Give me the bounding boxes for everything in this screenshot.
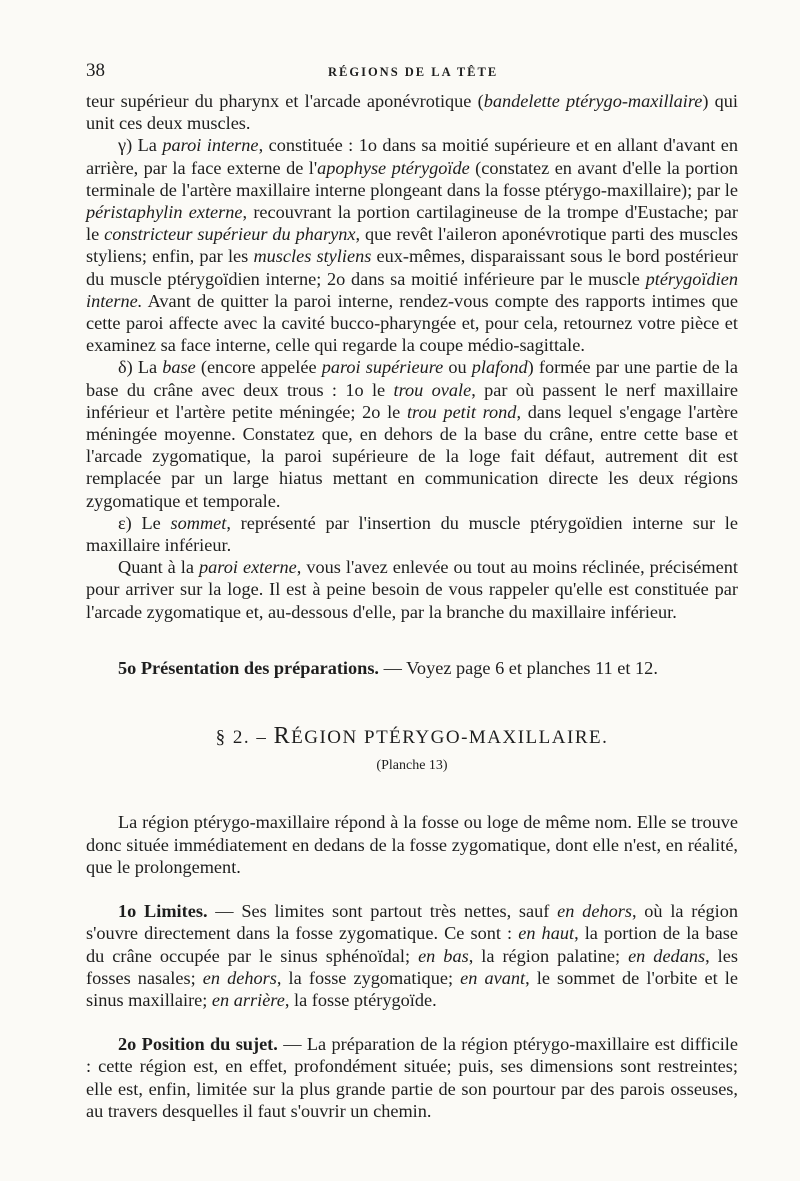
bold-heading: 5o Présentation des préparations.: [118, 657, 379, 678]
text-run: , la fosse zygomatique;: [276, 967, 461, 988]
italic-term: péristaphylin externe: [86, 202, 243, 223]
text-run: , représenté par l'insertion du muscle ptérygoïdien interne sur le maxillaire inférieur.: [86, 512, 738, 556]
text-run: — Voyez page 6 et planches 11 et 12.: [379, 657, 658, 678]
italic-term: trou petit rond: [406, 401, 517, 422]
paragraph-continuation: [86, 90, 738, 134]
text-run: , le sommet de l'orbite et le sinus maxillaire;: [86, 967, 738, 1010]
text-run: ou: [443, 357, 472, 378]
italic-term: en dehors: [557, 901, 632, 922]
italic-term: muscles styliens: [253, 246, 372, 267]
text-run: teur supérieur du pharynx et l'arcade aponévrotique (: [86, 91, 484, 111]
text-run: , la région palatine;: [468, 945, 629, 966]
text-run: eux-mêmes, disparaissant sous le bord postérieur du muscle ptérygoïdien interne; 2o dans sa moitié inférieure par le muscle: [86, 246, 738, 289]
paragraph-paroi-externe: [86, 556, 738, 623]
section-heading: [86, 725, 738, 749]
text-run: , recouvrant la portion cartilagineuse de la trompe d'Eustache; par le: [86, 202, 738, 245]
section-title-initial: R: [273, 723, 292, 750]
paragraph-presentation: [86, 657, 738, 679]
text-run: , les fosses nasales;: [86, 945, 738, 988]
text-run: (encore appelée: [195, 357, 322, 378]
paragraph-intro: [86, 811, 738, 878]
page-header: [86, 60, 738, 90]
page-number: 38: [86, 60, 105, 81]
text-run: , constituée : 1o dans sa moitié supérieure et en allant d'avant en arrière, par la face externe de l': [86, 135, 739, 178]
text-run: , où la région s'ouvre directement dans la fosse zygomatique. Ce sont :: [86, 901, 738, 944]
italic-term: plafond: [471, 357, 528, 378]
italic-term: base: [162, 357, 196, 378]
italic-term: sommet: [170, 512, 227, 533]
italic-term: en haut: [518, 923, 575, 944]
italic-term: en arrière: [211, 989, 285, 1010]
text-run: Quant à la: [118, 557, 200, 578]
italic-term: paroi supérieure: [321, 357, 444, 378]
italic-term: en dehors: [202, 967, 277, 988]
text-run: δ) La: [118, 357, 163, 378]
bold-heading: 1o Limites.: [118, 901, 208, 922]
italic-term: en dedans: [628, 945, 706, 966]
bold-heading: 2o Position du sujet.: [118, 1034, 278, 1055]
text-run: — La préparation de la région ptérygo-maxillaire est difficile : cette région est, en effet, profondément située; puis, ses dimensions sont restreintes; elle est, enfin, limitée sur la plus grande partie de son pourtour par des parois osseuses, au travers desquelles il faut s'ouvrir un chemin.: [86, 1034, 738, 1121]
text-run: , vous l'avez enlevée ou tout au moins réclinée, précisément pour arriver sur la loge. Il est à peine besoin de vous rappeler qu'elle est constituée par l'arcade zygomatique et, au-dessous d'elle, par la branche du maxillaire inférieur.: [86, 557, 738, 622]
text-run: La région ptérygo-maxillaire répond à la fosse ou loge de même nom. Elle se trouve donc située immédiatement en dedans de la fosse zygomatique, dont elle n'est, en réalité, que le prolongement.: [86, 812, 738, 877]
paragraph-paroi-interne: [86, 134, 738, 356]
paragraph-limites: [86, 900, 738, 1011]
text-run: , la portion de la base du crâne occupée par le sinus sphénoïdal;: [86, 923, 738, 966]
text-run: , que revêt l'aileron aponévrotique parti des muscles styliens; enfin, par les: [86, 224, 738, 267]
italic-term: ptérygoïdien interne.: [86, 268, 738, 311]
text-run: , la fosse ptérygoïde.: [284, 989, 437, 1010]
running-head: RÉGIONS DE LA TÊTE: [328, 65, 499, 79]
text-run: , par où passent le nerf maxillaire inférieur et l'artère petite méningée; 2o le: [86, 379, 738, 422]
text-run: — Ses limites sont partout très nettes, sauf: [207, 901, 558, 922]
italic-term: en avant: [460, 967, 526, 988]
text-run: γ) La: [118, 135, 163, 156]
paragraph-sommet: [86, 512, 738, 556]
text-run: (constatez en avant d'elle la portion terminale de l'artère maxillaire interne plongeant dans la fosse ptérygo-maxillaire); par le: [86, 157, 739, 200]
text-run: , dans lequel s'engage l'artère méningée moyenne. Constatez que, en dehors de la base du crâne, entre cette base et l'arcade zygomatique, la paroi supérieure de la loge fait défaut, autrement dit est remplacée par un large hiatus mettant en communication directe les deux régions zygomatique et temporale.: [86, 401, 738, 511]
italic-term: paroi externe: [199, 557, 297, 578]
section-subtitle: (Planche 13): [376, 758, 448, 774]
paragraph-base: [86, 356, 738, 511]
italic-term: constricteur supérieur du pharynx: [104, 224, 356, 245]
paragraph-position: [86, 1033, 738, 1122]
text-run: ) qui unit ces deux muscles.: [86, 91, 739, 134]
italic-term: bandelette ptérygo-maxillaire: [483, 91, 703, 111]
section-number: § 2. –: [215, 727, 268, 749]
section-title-rest: ÉGION PTÉRYGO-MAXILLAIRE.: [291, 727, 609, 749]
italic-term: trou ovale: [393, 379, 472, 400]
page-body: [86, 90, 738, 1122]
text-run: Avant de quitter la paroi interne, rendez-vous compte des rapports intimes que cette paroi affecte avec la cavité bucco-pharyngée et, pour cela, retournez votre pièce et examinez sa face interne, celle qui regarde la coupe médio-sagittale.: [86, 290, 738, 356]
italic-term: paroi interne: [162, 135, 259, 156]
italic-term: en bas: [418, 945, 469, 966]
text-run: ) formée par une partie de la base du crâne avec deux trous : 1o le: [86, 357, 739, 400]
italic-term: apophyse ptérygoïde: [317, 157, 470, 178]
text-run: ε) Le: [118, 512, 171, 533]
